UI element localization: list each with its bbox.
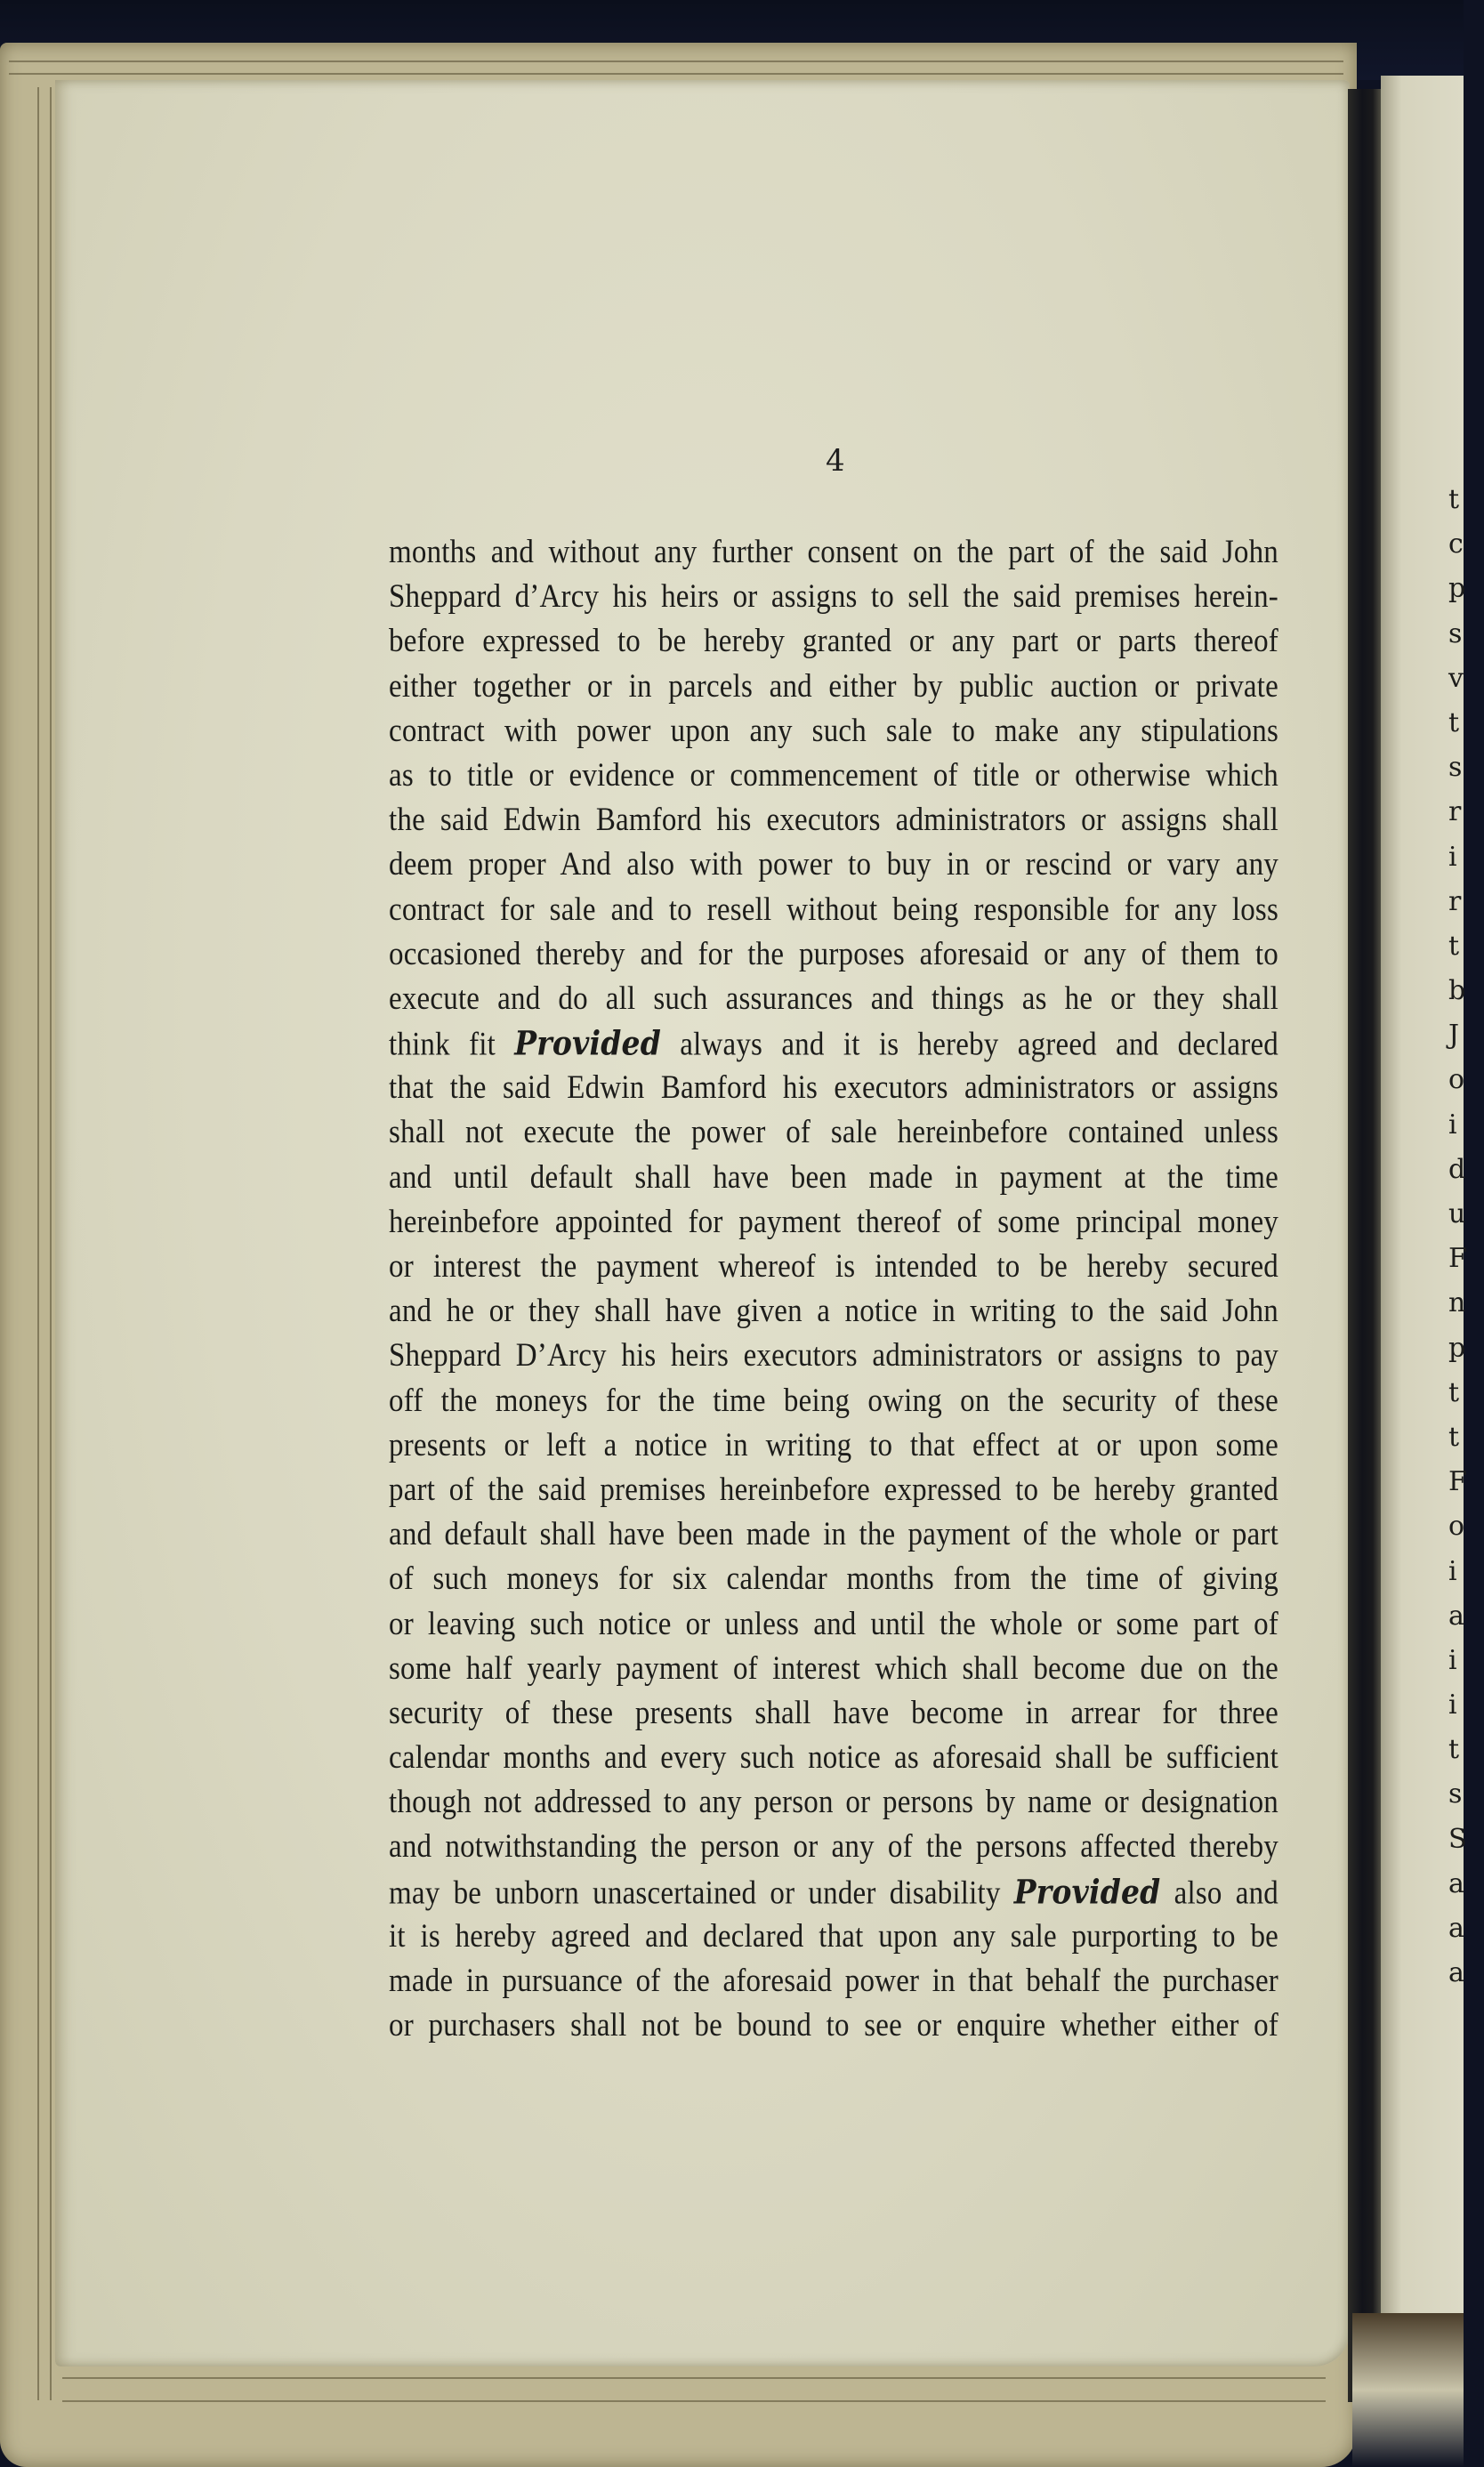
text-line: and until default shall have been made in payment at the time	[389, 1159, 1278, 1196]
facing-line-fragment: J	[1448, 1020, 1460, 1052]
text-line: or leaving such notice or unless and until the whole or some part of	[389, 1606, 1278, 1642]
text-line: of such moneys for six calendar months from the time of giving	[389, 1561, 1278, 1598]
facing-line-fragment: S	[1448, 1823, 1467, 1855]
text-line: made in pursuance of the aforesaid power in that behalf the purchaser	[389, 1963, 1278, 2000]
book-gutter	[1348, 89, 1383, 2402]
text-line: deem proper And also with power to buy in or rescind or vary any	[389, 847, 1278, 883]
text-line: contract with power upon any such sale to make any stipulations	[389, 713, 1278, 749]
text-line: or purchasers shall not be bound to see or enquire whether either of	[389, 2008, 1278, 2044]
facing-line-fragment: o	[1448, 1511, 1465, 1543]
facing-line-fragment: t	[1448, 930, 1460, 962]
facing-line-fragment: d	[1448, 1153, 1466, 1185]
page-edge-line	[9, 60, 1343, 62]
facing-line-fragment: t	[1448, 1421, 1460, 1453]
text-line: contract for sale and to resell without being responsible for any loss	[389, 891, 1278, 928]
facing-line-fragment: a	[1448, 1867, 1464, 1899]
text-line: or interest the payment whereof is intended to be hereby secured	[389, 1248, 1278, 1286]
facing-line-fragment: i	[1448, 1689, 1457, 1721]
facing-line-fragment: t	[1448, 484, 1460, 515]
text-line: part of the said premises hereinbefore expressed to be hereby granted	[389, 1471, 1278, 1509]
page-edge-line	[9, 73, 1343, 75]
text-line: Sheppard d’Arcy his heirs or assigns to sell the said premises herein-	[389, 579, 1278, 616]
facing-line-fragment: s	[1448, 1778, 1463, 1810]
facing-line-fragment: t	[1448, 1376, 1460, 1408]
facing-page-stack	[1352, 2313, 1464, 2467]
facing-line-fragment: a	[1448, 1913, 1464, 1944]
text-line: the said Edwin Bamford his executors administrators or assigns shall	[389, 802, 1278, 839]
text-line: execute and do all such assurances and things as he or they shall	[389, 980, 1278, 1018]
facing-line-fragment: v	[1448, 662, 1464, 694]
page-edge-line	[37, 87, 39, 2400]
text-line: hereinbefore appointed for payment thereof of some principal money	[389, 1204, 1278, 1240]
facing-line-fragment: a	[1448, 1957, 1464, 1989]
text-line: and notwithstanding the person or any of the persons affected thereby	[389, 1829, 1278, 1866]
blackletter-provided: Provided	[1013, 1872, 1161, 1911]
text-line: as to title or evidence or commencement of title or otherwise which	[389, 757, 1278, 794]
facing-line-fragment: s	[1448, 752, 1463, 784]
text-line: security of these presents shall have become in arrear for three	[389, 1695, 1278, 1732]
facing-line-fragment: i	[1448, 841, 1457, 873]
text-line: either together or in parcels and either by public auction or private	[389, 668, 1278, 705]
document-body	[389, 530, 1278, 2048]
text-line: Sheppard D’Arcy his heirs executors administrators or assigns to pay	[389, 1338, 1278, 1375]
facing-line-fragment: i	[1448, 1109, 1457, 1141]
facing-line-fragment: a	[1448, 1600, 1464, 1632]
page-edge-line	[62, 2400, 1326, 2402]
blackletter-provided: Provided	[514, 1023, 661, 1063]
text-line: shall not execute the power of sale hereinbefore contained unless	[389, 1115, 1278, 1151]
text-line: and he or they shall have given a notice in writing to the said John	[389, 1294, 1278, 1330]
facing-line-fragment: t	[1448, 1734, 1460, 1766]
facing-line-fragment: o	[1448, 1064, 1465, 1096]
text-line: though not addressed to any person or persons by name or designation	[389, 1785, 1278, 1821]
text-line: occasioned thereby and for the purposes aforesaid or any of them to	[389, 936, 1278, 972]
text-line: months and without any further consent on the part of the said John	[389, 534, 1278, 571]
page-edge-line	[50, 87, 52, 2400]
page-edge-line	[62, 2377, 1326, 2379]
text-line: it is hereby agreed and declared that upon any sale purporting to be	[389, 1918, 1278, 1955]
text-line: before expressed to be hereby granted or any part or parts thereof	[389, 624, 1278, 660]
facing-line-fragment: u	[1448, 1198, 1466, 1229]
facing-line-fragment: p	[1448, 573, 1466, 605]
facing-page-text-fragments	[1448, 478, 1484, 1995]
text-line: calendar months and every such notice as aforesaid shall be sufficient	[389, 1739, 1278, 1777]
text-line: off the moneys for the time being owing on the security of these	[389, 1383, 1278, 1419]
facing-line-fragment: F	[1448, 1466, 1467, 1498]
facing-line-fragment: r	[1448, 885, 1462, 917]
facing-line-fragment: r	[1448, 796, 1462, 828]
facing-line-fragment: t	[1448, 706, 1460, 738]
facing-line-fragment: i	[1448, 1644, 1457, 1676]
facing-line-fragment: p	[1448, 1332, 1466, 1364]
page-number: 4	[826, 443, 845, 479]
text-line: presents or left a notice in writing to that effect at or upon some	[389, 1427, 1278, 1463]
text-line: and default shall have been made in the payment of the whole or part	[389, 1516, 1278, 1553]
facing-line-fragment: F	[1448, 1243, 1467, 1275]
text-line: some half yearly payment of interest which shall become due on the	[389, 1650, 1278, 1687]
facing-line-fragment: n	[1448, 1287, 1466, 1319]
text-line: may be unborn unascertained or under disability Provided also and	[389, 1872, 1278, 1911]
facing-line-fragment: c	[1448, 528, 1464, 560]
facing-line-fragment: b	[1448, 975, 1466, 1007]
facing-line-fragment: i	[1448, 1555, 1457, 1587]
facing-line-fragment: s	[1448, 617, 1463, 649]
text-line: think fit Provided always and it is hereby agreed and declared	[389, 1023, 1278, 1063]
text-line: that the said Edwin Bamford his executors administrators or assigns	[389, 1070, 1278, 1107]
